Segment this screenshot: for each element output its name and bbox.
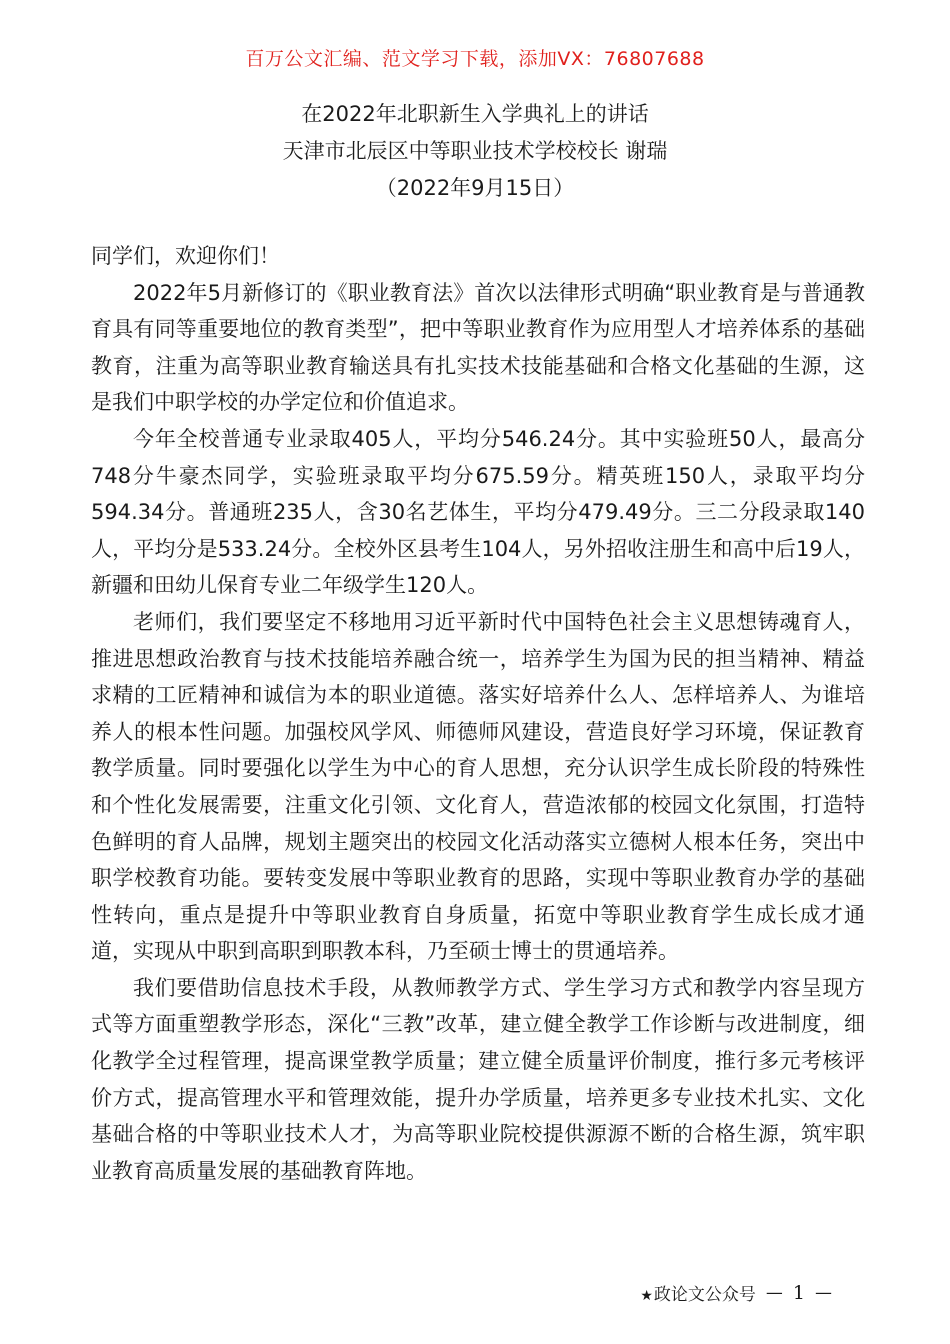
paragraph-2: 今年全校普通专业录取405人，平均分546.24分。其中实验班50人，最高分748分牛豪杰同学，实验班录取平均分675.59分。精英班150人，录取平均分594.34分。普通班235人，含30名艺体生，平均分479.49分。三二分段录取140人，平均分是533.24分。全校外区县考生104人，另外招收注册生和高中后19人，新疆和田幼儿保育专业二年级学生120人。 xyxy=(91,426,865,598)
page-footer xyxy=(640,1280,832,1305)
speaker-line: 天津市北辰区中等职业技术学校校长 谢瑞 xyxy=(282,139,668,163)
promo-banner: 百万公文汇编、范文学习下载，添加VX：76807688 xyxy=(245,48,705,70)
footer-source xyxy=(640,1280,756,1305)
speech-date: （2022年9月15日） xyxy=(375,176,575,200)
star-icon: ★ xyxy=(640,1288,653,1304)
speech-body xyxy=(91,238,865,1189)
greeting: 同学们，欢迎你们！ xyxy=(91,244,280,268)
paragraph-1: 2022年5月新修订的《职业教育法》首次以法律形式明确“职业教育是与普通教育具有同等重要地位的教育类型”，把中等职业教育作为应用型人才培养体系的基础教育，注重为高等职业教育输送具有扎实技术技能基础和合格文化基础的生源，这是我们中职学校的办学定位和价值追求。 xyxy=(91,280,865,415)
page-number: 1 xyxy=(792,1281,805,1304)
page-dash-left: — xyxy=(765,1282,783,1303)
footer-source-label: 政论文公众号 xyxy=(653,1285,756,1305)
speech-title: 在2022年北职新生入学典礼上的讲话 xyxy=(301,102,649,126)
paragraph-4: 我们要借助信息技术手段，从教师教学方式、学生学习方式和教学内容呈现方式等方面重塑教学形态，深化“三教”改革，建立健全教学工作诊断与改进制度，细化教学全过程管理，提高课堂教学质量；建立健全质量评价制度，推行多元考核评价方式，提高管理水平和管理效能，提升办学质量，培养更多专业技术扎实、文化基础合格的中等职业技术人才，为高等职业院校提供源源不断的合格生源，筑牢职业教育高质量发展的基础教育阵地。 xyxy=(91,975,865,1183)
page-dash-right: — xyxy=(815,1282,832,1303)
paragraph-3: 老师们，我们要坚定不移地用习近平新时代中国特色社会主义思想铸魂育人，推进思想政治教育与技术技能培养融合统一，培养学生为国为民的担当精神、精益求精的工匠精神和诚信为本的职业道德。落实好培养什么人、怎样培养人、为谁培养人的根本性问题。加强校风学风、师德师风建设，营造良好学习环境，保证教育教学质量。同时要强化以学生为中心的育人思想，充分认识学生成长阶段的特殊性和个性化发展需要，注重文化引领、文化育人，营造浓郁的校园文化氛围，打造特色鲜明的育人品牌，规划主题突出的校园文化活动落实立德树人根本任务，突出中职学校教育功能。要转变发展中等职业教育的思路，实现中等职业教育办学的基础性转向，重点是提升中等职业教育自身质量，拓宽中等职业教育学生成长成才通道，实现从中职到高职到职教本科，乃至硕士博士的贯通培养。 xyxy=(91,609,865,964)
speech-header xyxy=(0,96,950,207)
